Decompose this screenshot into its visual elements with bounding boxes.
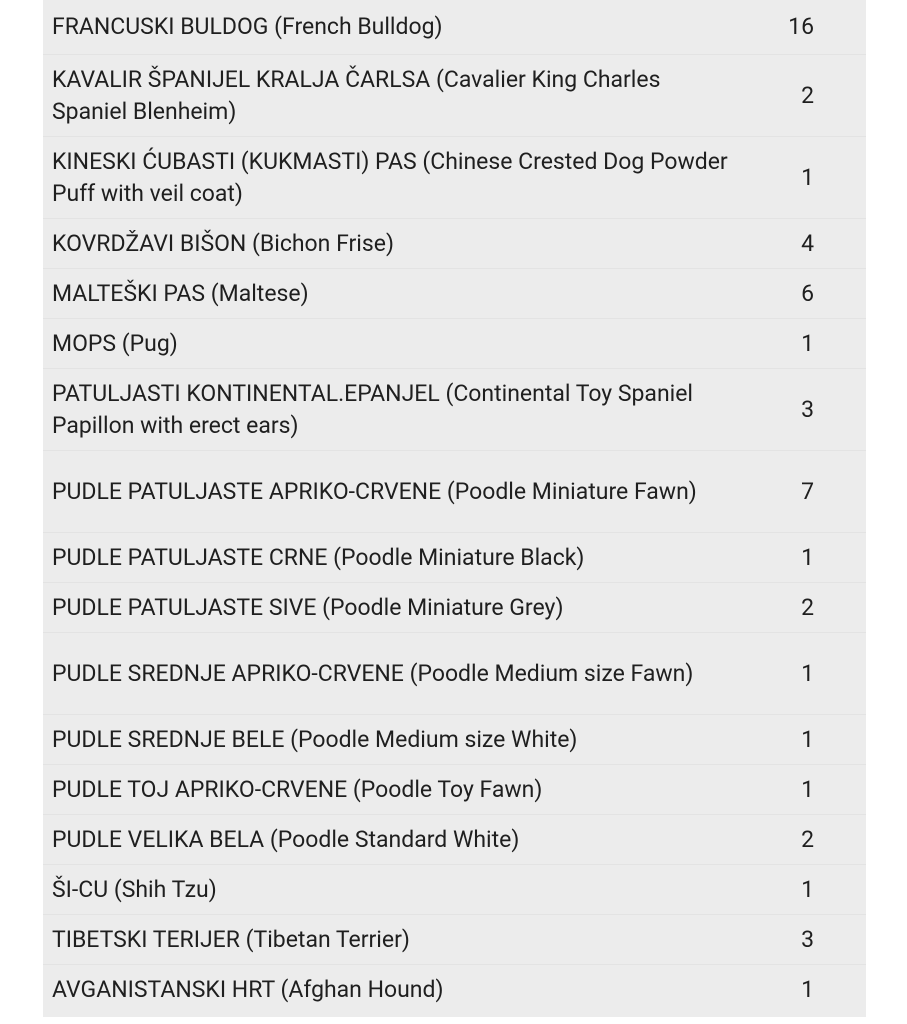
table-row bbox=[43, 965, 866, 1015]
breed-name: PUDLE PATULJASTE SIVE (Poodle Miniature Grey) bbox=[52, 593, 564, 621]
entry-count: 6 bbox=[801, 279, 814, 307]
entry-count: 2 bbox=[801, 825, 814, 853]
table-row bbox=[43, 319, 866, 369]
breed-name: PUDLE PATULJASTE APRIKO-CRVENE (Poodle Miniature Fawn) bbox=[52, 477, 697, 505]
entry-count: 1 bbox=[801, 875, 814, 903]
table-row bbox=[43, 533, 866, 583]
breed-name: PATULJASTI KONTINENTAL.EPANJEL (Continental Toy Spaniel Papillon with erect ears) bbox=[52, 379, 694, 439]
entry-count: 1 bbox=[801, 775, 814, 803]
table-row bbox=[43, 765, 866, 815]
breed-name: MALTEŠKI PAS (Maltese) bbox=[52, 279, 309, 307]
breed-name: PUDLE SREDNJE APRIKO-CRVENE (Poodle Medium size Fawn) bbox=[52, 659, 694, 687]
table-row bbox=[43, 815, 866, 865]
table-row bbox=[43, 915, 866, 965]
breed-name: PUDLE VELIKA BELA (Poodle Standard White) bbox=[52, 825, 520, 853]
table-row bbox=[43, 369, 866, 451]
table-row bbox=[43, 583, 866, 633]
breed-name: KINESKI ĆUBASTI (KUKMASTI) PAS (Chinese Crested Dog Powder Puff with veil coat) bbox=[52, 147, 728, 207]
table-row bbox=[43, 633, 866, 715]
table-row bbox=[43, 55, 866, 137]
entry-count: 1 bbox=[801, 163, 814, 191]
entry-count: 3 bbox=[801, 395, 814, 423]
entry-count: 1 bbox=[801, 659, 814, 687]
entry-count: 2 bbox=[801, 593, 814, 621]
entry-count: 3 bbox=[801, 925, 814, 953]
entry-count: 1 bbox=[801, 543, 814, 571]
table-row bbox=[43, 219, 866, 269]
breed-name: PUDLE SREDNJE BELE (Poodle Medium size White) bbox=[52, 725, 578, 753]
table-row bbox=[43, 137, 866, 219]
breed-name: FRANCUSKI BULDOG (French Bulldog) bbox=[52, 13, 443, 40]
table-row bbox=[43, 715, 866, 765]
breed-name: PUDLE PATULJASTE CRNE (Poodle Miniature Black) bbox=[52, 543, 585, 571]
table-row bbox=[43, 865, 866, 915]
table-row bbox=[43, 269, 866, 319]
entry-count: 16 bbox=[788, 13, 814, 40]
breed-name: ŠI-CU (Shih Tzu) bbox=[52, 875, 217, 903]
entry-count: 1 bbox=[801, 329, 814, 357]
breed-name: KAVALIR ŠPANIJEL KRALJA ČARLSA (Cavalier King Charles Spaniel Blenheim) bbox=[52, 65, 661, 125]
entry-count: 1 bbox=[801, 976, 814, 1003]
table-row bbox=[43, 451, 866, 533]
table-row bbox=[43, 0, 866, 55]
breed-name: AVGANISTANSKI HRT (Afghan Hound) bbox=[52, 976, 444, 1003]
entry-count: 1 bbox=[801, 725, 814, 753]
breed-name: MOPS (Pug) bbox=[52, 329, 178, 357]
breed-name: TIBETSKI TERIJER (Tibetan Terrier) bbox=[52, 925, 410, 953]
entry-count: 4 bbox=[801, 229, 814, 257]
entry-count: 7 bbox=[801, 477, 814, 505]
entry-count: 2 bbox=[801, 81, 814, 109]
breed-count-table bbox=[43, 0, 866, 1017]
breed-name: PUDLE TOJ APRIKO-CRVENE (Poodle Toy Fawn) bbox=[52, 775, 543, 803]
breed-name: KOVRDŽAVI BIŠON (Bichon Frise) bbox=[52, 229, 394, 257]
